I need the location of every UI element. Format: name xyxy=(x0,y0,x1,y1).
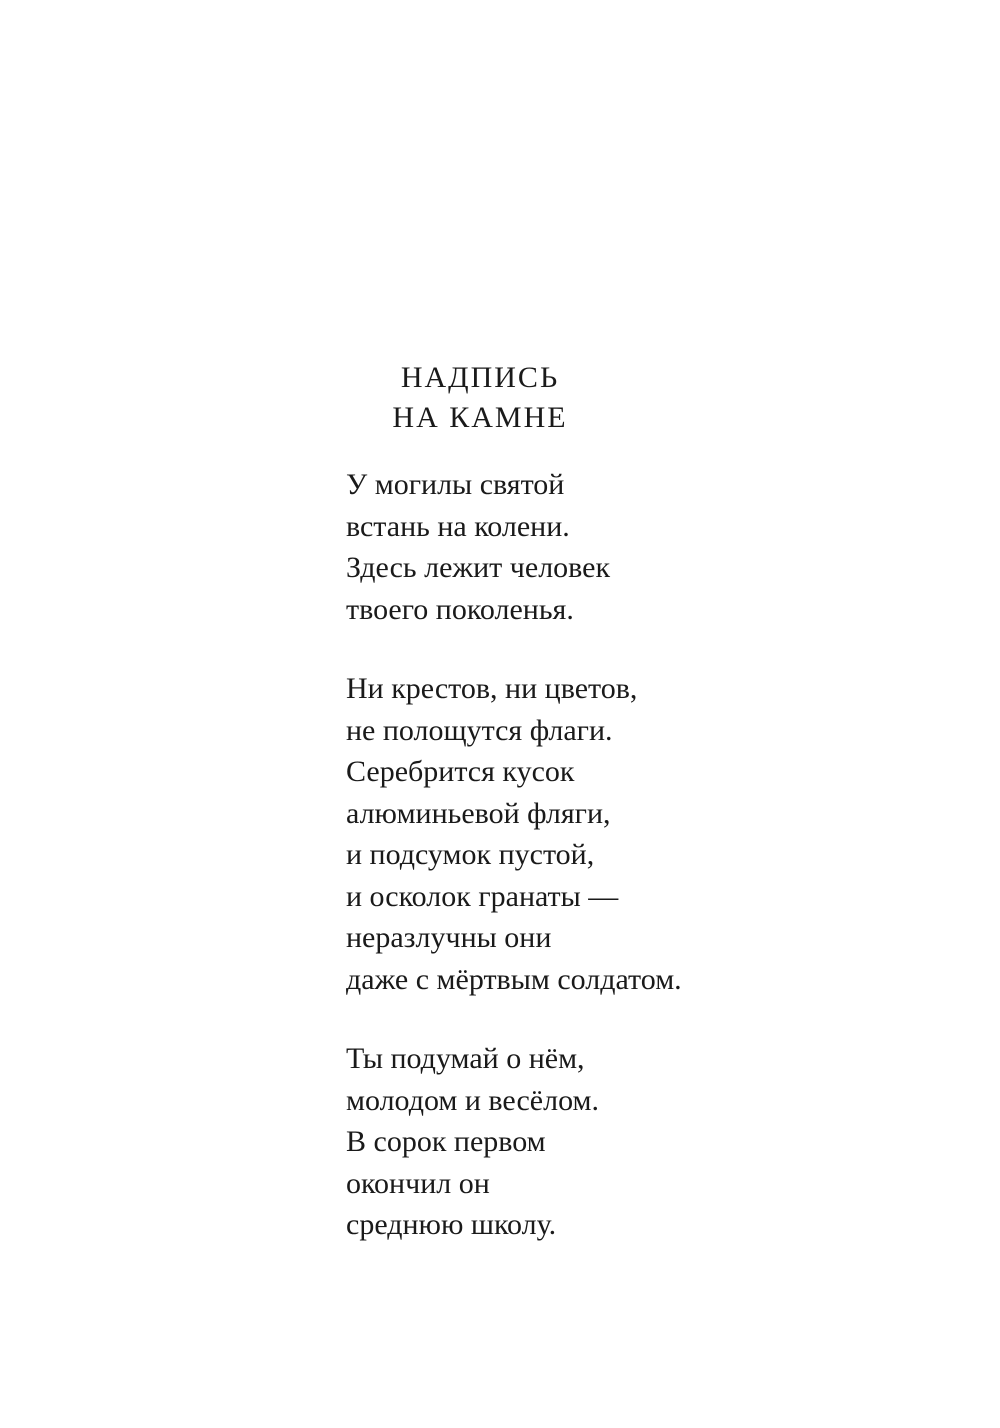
poem-line: твоего поколенья. xyxy=(346,592,574,626)
poem-line: окончил он xyxy=(346,1166,490,1200)
poem-line: даже с мёртвым солдатом. xyxy=(346,962,682,996)
poem-line: среднюю школу. xyxy=(346,1208,557,1241)
poem-title-line-2: НА КАМНЕ xyxy=(392,401,568,434)
poem-line: неразлучны они xyxy=(346,921,552,954)
poem-line: Ты подумай о нём, xyxy=(346,1042,585,1075)
poem-line: Серебрится кусок xyxy=(346,755,575,788)
stanza-2 xyxy=(346,668,946,1000)
stanza-3 xyxy=(346,1038,946,1246)
poem-line: встань на колени. xyxy=(346,509,570,543)
poem-title-line-1: НАДПИСЬ xyxy=(400,361,560,394)
poem-line: и подсумок пустой, xyxy=(346,838,595,871)
stanza-1 xyxy=(346,464,946,630)
poem-line: У могилы святой xyxy=(346,468,565,501)
poem-line: В сорок первом xyxy=(346,1125,546,1158)
poem-body xyxy=(346,464,946,1284)
poem-line: и осколок гранаты — xyxy=(346,879,619,913)
poem-line: алюминьевой фляги, xyxy=(346,796,611,830)
poem-line: Здесь лежит человек xyxy=(346,551,611,584)
poem-line: не полощутся флаги. xyxy=(346,713,613,747)
poem-line: молодом и весёлом. xyxy=(346,1083,599,1117)
poem-line: Ни крестов, ни цветов, xyxy=(346,672,638,705)
poem-title xyxy=(345,358,615,438)
